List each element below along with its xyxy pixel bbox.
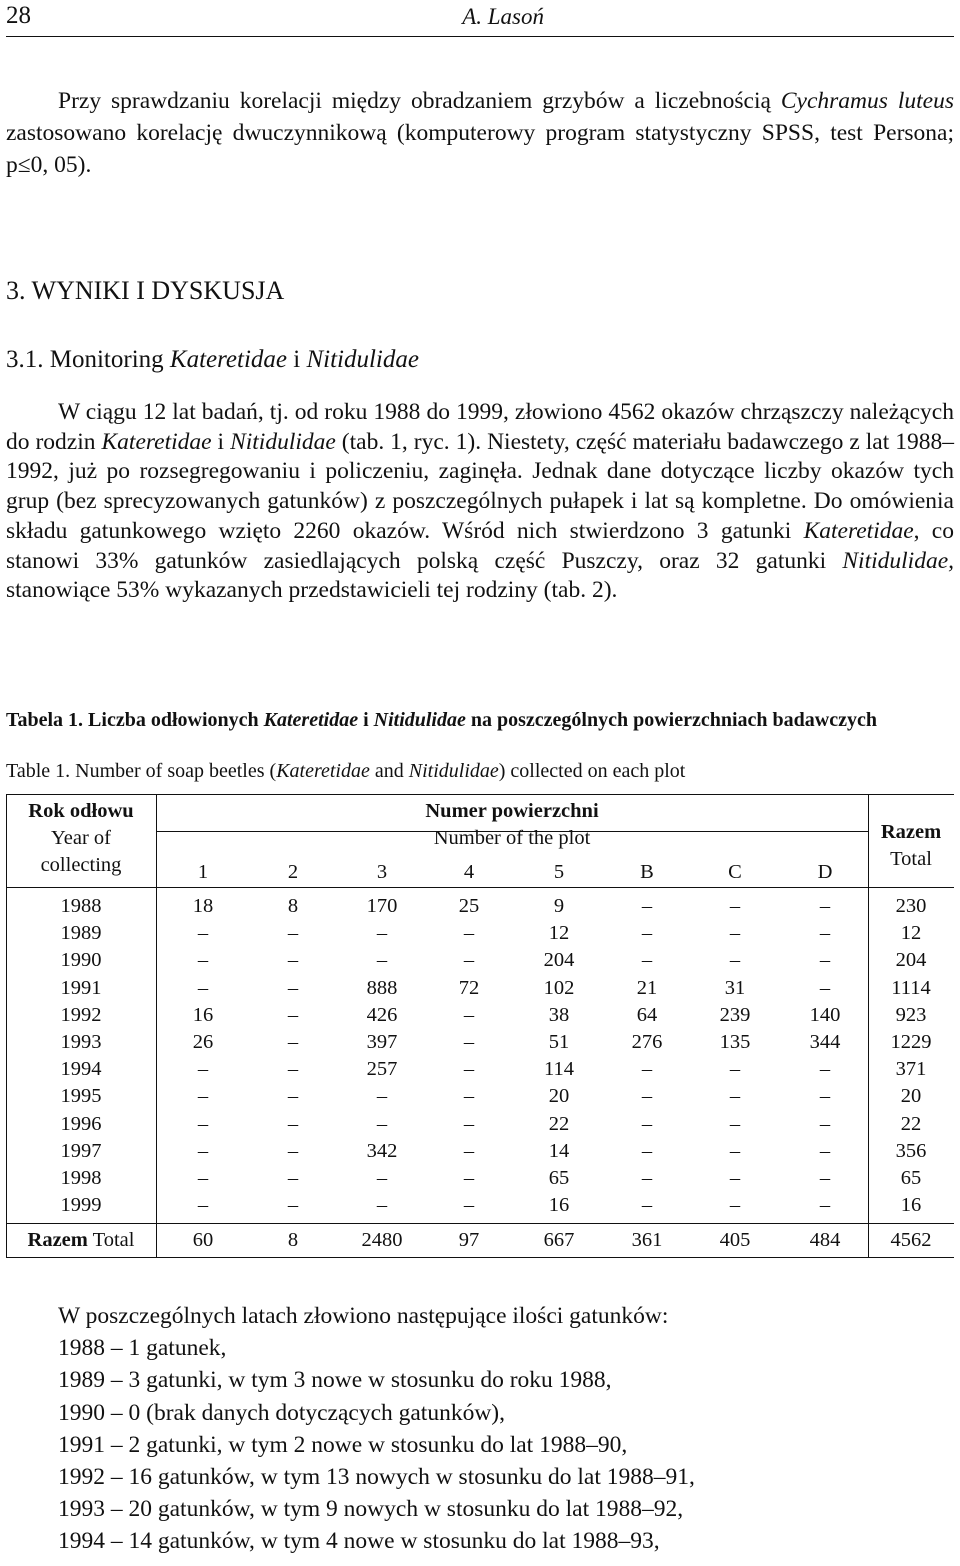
year-cell: 1991 [60,976,102,999]
count-cell: – [376,1112,388,1135]
total-label-en: Total [87,1229,135,1251]
count-cell: – [819,1058,831,1081]
count-cell: 16 [548,1194,570,1217]
count-cell: 26 [192,1031,214,1053]
count-cell: – [819,1167,831,1189]
count-cell: – [729,1112,741,1135]
count-cell: – [463,1139,475,1162]
count-cell: – [641,1058,653,1081]
year-cell: 1998 [60,1167,102,1189]
species-name: Cychramus luteus [780,88,954,114]
count-cell: 64 [636,1003,658,1026]
count-cell: – [463,1085,475,1108]
table-caption-polish [6,706,954,734]
row-total-cell: 12 [900,922,922,945]
table-row [6,1140,954,1167]
row-total-cell: 204 [895,949,927,972]
count-cell: – [729,1058,741,1081]
count-cell: – [287,1085,299,1108]
count-cell: – [287,922,299,945]
count-cell: 114 [544,1058,574,1081]
count-cell: – [463,922,475,945]
count-cell: – [641,949,653,972]
count-cell: 14 [548,1139,570,1162]
count-cell: – [463,1031,475,1053]
count-cell: 25 [458,895,480,917]
count-cell: – [729,895,741,917]
count-cell: 18 [192,895,214,917]
count-cell: 31 [724,976,746,999]
row-total-cell: 1114 [891,976,931,999]
plot-number: C [728,861,742,883]
family-name: Nitidulidae [408,760,499,782]
total-cell: 8 [287,1229,299,1251]
total-label-pl: Razem [27,1229,88,1251]
count-cell: – [287,1139,299,1162]
count-cell: – [463,1003,475,1026]
count-cell: – [287,1058,299,1081]
row-total-cell: 230 [895,895,927,917]
year-header-en: collecting [40,854,122,876]
text-run: stanowiące 53% wykazanych przedstawicieli tej rodziny (tab. 2). [6,577,618,604]
count-cell: – [463,1194,475,1217]
total-header-pl: Razem [880,821,942,843]
year-cell: 1994 [60,1058,102,1081]
count-cell: – [729,949,741,972]
plot-number: D [817,861,833,883]
count-cell: – [197,1139,209,1162]
section-heading: 3. WYNIKI I DYSKUSJA [6,276,285,305]
text-run: Table 1. Number of soap beetles ( [6,760,277,782]
count-cell: – [197,949,209,972]
text-run: W ciągu 12 lat badań, tj. od roku 1988 do 1999, złowiono 4562 okazów chrząszczy należących do rodzin [6,399,954,455]
running-title: A. Lasoń [462,4,544,29]
table-row [6,1085,954,1112]
table-row [6,1194,954,1221]
count-cell: 276 [631,1031,663,1053]
year-cell: 1995 [60,1085,102,1108]
count-cell: – [197,1194,209,1217]
count-cell: – [376,922,388,945]
count-cell: – [729,1194,741,1217]
table-rule [6,887,954,888]
table-row [6,922,954,949]
family-name: Nitidulidae [306,346,419,373]
year-header-en: Year of [51,827,111,849]
count-cell: – [287,976,299,999]
count-cell: – [641,922,653,945]
count-cell: – [376,1194,388,1217]
total-cell: 97 [458,1229,480,1251]
plot-number: B [640,861,654,883]
count-cell: – [641,895,653,917]
year-cell: 1988 [60,895,102,917]
text-run: Tabela 1. Liczba odłowionych [6,709,264,731]
count-cell: – [287,1194,299,1217]
text-run: 3.1. Monitoring [6,346,170,373]
family-name: Kateretidae [101,428,212,455]
count-cell: 38 [548,1003,570,1026]
count-cell: – [641,1167,653,1189]
count-cell: – [287,949,299,972]
count-cell: – [819,1112,831,1135]
list-item: 1988 – 1 gatunek, [58,1335,227,1362]
species-count-list [58,1300,695,1558]
count-cell: – [819,895,831,917]
running-header [6,0,954,37]
total-header-en: Total [890,848,932,870]
total-cell: 405 [719,1229,751,1251]
count-cell: – [197,976,209,999]
table-row [6,949,954,976]
year-cell: 1989 [60,922,102,945]
total-row [6,1229,954,1256]
count-cell: 8 [287,895,299,917]
count-cell: – [287,1112,299,1135]
text-run: zastosowano korelację dwuczynnikową (komputerowy program statystyczny SPSS, test Persona; p≤0, 05). [6,120,954,178]
text-run: i [358,709,374,731]
count-cell: – [463,1167,475,1189]
count-cell: – [197,1058,209,1081]
count-cell: – [376,1085,388,1108]
row-total-cell: 356 [895,1139,927,1162]
text-run: ) collected on each plot [498,760,686,782]
table-row [6,1004,954,1031]
row-total-cell: 1229 [890,1031,932,1053]
row-total-cell: 371 [895,1058,927,1081]
count-cell: 72 [458,976,480,999]
family-name: Nitidulidae [373,709,466,731]
count-cell: – [197,1112,209,1135]
results-paragraph [6,398,954,606]
family-name: Nitidulidae [230,428,336,455]
count-cell: 16 [192,1003,214,1026]
table-row [6,1167,954,1194]
count-cell: – [729,1139,741,1162]
plot-number: 3 [376,861,388,883]
table-row [6,895,954,922]
year-cell: 1990 [60,949,102,972]
count-cell: – [819,1139,831,1162]
count-cell: 397 [366,1031,398,1053]
total-cell: 361 [631,1229,663,1251]
row-total-cell: 923 [895,1003,927,1026]
text-run: i [287,346,307,373]
count-cell: – [729,1085,741,1108]
family-name: Kateretidae [169,346,288,373]
plot-number: 5 [553,861,565,883]
total-cell: 60 [192,1229,214,1251]
count-cell: – [819,1194,831,1217]
count-cell: 12 [548,922,570,945]
count-cell: 344 [809,1031,841,1053]
methods-paragraph [6,85,954,181]
count-cell: – [197,1167,209,1189]
year-cell: 1996 [60,1112,102,1135]
list-item: 1990 – 0 (brak danych dotyczących gatunków), [58,1399,506,1426]
year-header-pl: Rok odłowu [28,800,134,822]
list-item: 1994 – 14 gatunków, w tym 4 nowe w stosunku do lat 1988–93, [58,1528,660,1555]
table-rule [6,1223,954,1224]
count-cell: 239 [719,1003,751,1026]
family-name: Kateretidae [803,517,914,544]
total-row-label [6,1229,156,1252]
row-total-cell: 16 [900,1194,922,1217]
year-cell: 1993 [60,1031,102,1053]
total-cell: 2480 [361,1229,403,1251]
text-run: , co stanowi 33% gatunków zasiedlających polską część Puszczy, oraz 32 gatunki [6,517,954,574]
table-row [6,1031,954,1058]
row-total-cell: 65 [900,1167,922,1189]
count-cell: – [819,976,831,999]
plot-number: 2 [287,861,299,883]
count-cell: 140 [809,1003,841,1026]
count-cell: 65 [548,1167,570,1189]
table-rule [6,794,954,795]
count-cell: 21 [636,976,658,999]
count-cell: – [729,922,741,945]
family-name: Nitidulidae, [842,547,954,574]
count-cell: – [287,1003,299,1026]
count-cell: – [641,1139,653,1162]
table-row [6,1113,954,1140]
row-total-cell: 22 [900,1112,922,1135]
plot-header-pl: Numer powierzchni [425,800,599,822]
total-cell: 484 [809,1229,841,1251]
count-cell: 170 [366,895,398,917]
table-caption-english [6,760,685,783]
count-cell: 51 [548,1031,570,1053]
text-run: na poszczególnych powierzchniach badawczych [465,709,877,731]
text-run: and [369,760,409,782]
count-cell: – [641,1085,653,1108]
text-run: Przy sprawdzaniu korelacji między obradzaniem grzybów a liczebnością [58,88,781,114]
count-cell: – [819,949,831,972]
count-cell: 888 [366,976,398,999]
count-cell: – [463,1112,475,1135]
count-cell: 22 [548,1112,570,1135]
count-cell: – [463,949,475,972]
count-cell: 257 [366,1058,398,1081]
year-cell: 1999 [60,1194,102,1217]
count-cell: – [729,1167,741,1189]
count-cell: – [197,922,209,945]
list-item: 1992 – 16 gatunków, w tym 13 nowych w stosunku do lat 1988–91, [58,1464,695,1491]
plot-number: 1 [197,861,209,883]
list-intro: W poszczególnych latach złowiono następujące ilości gatunków: [58,1303,669,1329]
count-cell: 135 [719,1031,751,1053]
count-cell: – [197,1085,209,1108]
subsection-heading [6,346,419,374]
count-cell: 9 [553,895,565,917]
list-item: 1989 – 3 gatunki, w tym 3 nowe w stosunku do roku 1988, [58,1367,612,1394]
page-number: 28 [6,2,31,29]
text-run: (tab. 1, ryc. 1). Niestety, część materiału badawczego z lat 1988–1992, już po rozsegregowaniu i policzeniu, zaginęła. Jednak dane dotyczące liczby okazów tych grup (bez sprecyzowanych gatunków) z poszczególnych pułapek i lat są kompletne. Do omówienia składu gatunkowego wzięto 2260 okazów. Wśród nich stwierdzono 3 gatunki [6,428,954,544]
family-name: Kateretidae [263,709,359,731]
table-rule [6,1257,954,1258]
year-cell: 1992 [60,1003,102,1026]
count-cell: – [376,949,388,972]
list-item: 1993 – 20 gatunków, w tym 9 nowych w stosunku do lat 1988–92, [58,1496,684,1523]
table-row [6,1058,954,1085]
total-cell: 667 [543,1229,575,1251]
count-cell: – [819,1085,831,1108]
count-cell: – [641,1194,653,1217]
family-name: Kateretidae [276,760,370,782]
count-cell: 20 [548,1085,570,1108]
grand-total-cell: 4562 [890,1229,932,1251]
count-cell: – [641,1112,653,1135]
text-run: i [211,428,231,455]
count-cell: – [463,1058,475,1081]
table-row [6,977,954,1004]
row-total-cell: 20 [900,1085,922,1108]
list-item: 1991 – 2 gatunki, w tym 2 nowe w stosunku do lat 1988–90, [58,1431,628,1458]
count-cell: – [376,1167,388,1189]
count-cell: – [287,1167,299,1189]
year-cell: 1997 [60,1139,102,1162]
catch-table [6,794,954,1258]
count-cell: 204 [543,949,575,972]
plot-number: 4 [463,861,475,883]
count-cell: 426 [366,1003,398,1026]
plot-header-en: Number of the plot [433,827,591,849]
count-cell: – [287,1031,299,1053]
count-cell: 342 [366,1139,398,1162]
count-cell: 102 [543,976,575,999]
count-cell: – [819,922,831,945]
